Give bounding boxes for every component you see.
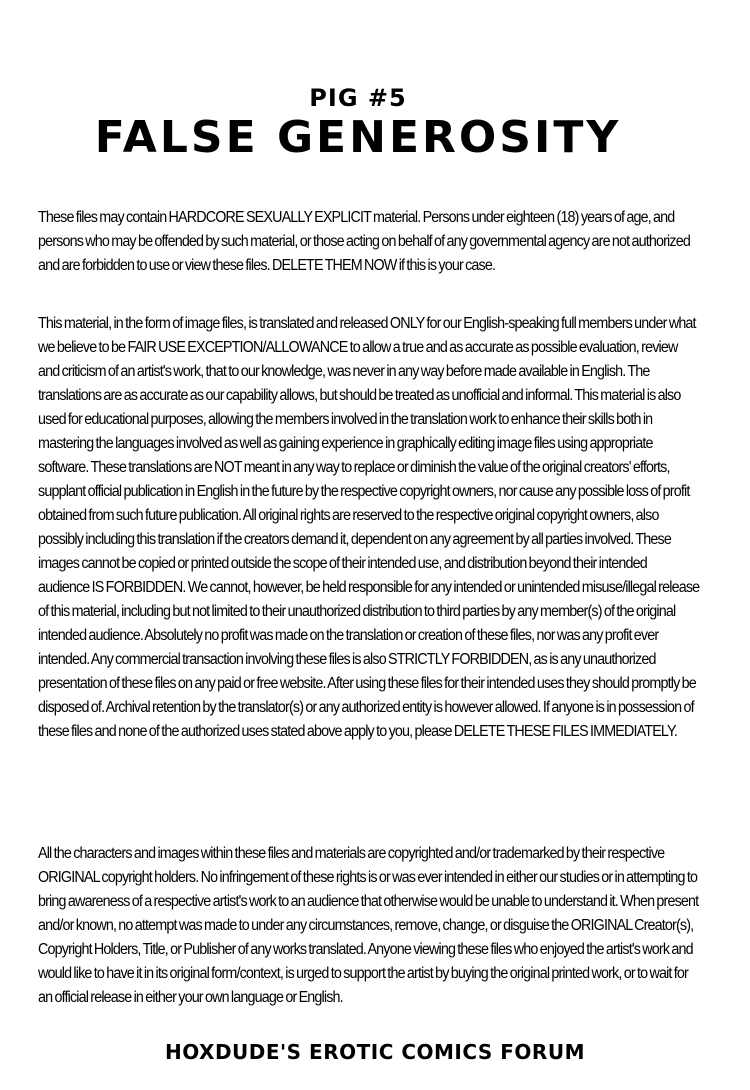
disclaimer-paragraph-3: All the characters and images within these files and materials are copyrighted and/or trademarked by their respective ORIGINAL copyright holders. No infringement of these rights is or was ever intended in either our studies or in attempting to bring awareness of a respective artist's work to an audience that otherwise would be unable to understand it. When present and/or known, no attempt was made to under any circumstances, remove, change, or disguise the ORIGINAL Creator(s), Copyright Holders, Title, or Publisher of any works translated. Anyone viewing these files who enjoyed the artist's work and would like to have it in its original form/context, is urged to support the artist by buying the original printed work, or to wait for an official release in either your own language or English.	[38, 845, 699, 1006]
forum-credit: HOXDUDE'S EROTIC COMICS FORUM	[165, 1040, 585, 1064]
disclaimer-paragraph-2: This material, in the form of image files, is translated and released ONLY for our English-speaking full members under what we believe to be FAIR USE EXCEPTION/ALLOWANCE to allow a true and as accurate as possible evaluation, review and criticism of an artist's work, that to our knowledge, was never in any way before made available in English. The translations are as accurate as our capability allows, but should be treated as unofficial and informal. This material is also used for educational purposes, allowing the members involved in the translation work to enhance their skills both in mastering the languages involved as well as gaining experience in graphically editing image files using appropriate software. These translations are NOT meant in any way to replace or diminish the value of the original creators' efforts, supplant official publication in English in the future by the respective copyright owners, nor cause any possible loss of profit obtained from such future publication. All original rights are reserved to the respective original copyright owners, also possibly including this translation if the creators demand it, dependent on any agreement by all parties involved. These images cannot be copied or printed outside the scope of their intended use, and distribution beyond their intended audience IS FORBIDDEN. We cannot, however, be held responsible for any intended or unintended misuse/illegal release of this material, including but not limited to their unauthorized distribution to third parties by any member(s) of the original intended audience. Absolutely no profit was made on the translation or creation of these files, nor was any profit ever intended. Any commercial transaction involving these files is also STRICTLY FORBIDDEN, as is any unauthorized presentation of these files on any paid or free website. After using these files for their intended uses they should promptly be disposed of. Archival retention by the translator(s) or any authorized entity is however allowed. If anyone is in possession of these files and none of the authorized uses stated above apply to you, please DELETE THESE FILES IMMEDIATELY.	[38, 315, 700, 740]
chapter-number: PIG #5	[309, 84, 407, 112]
disclaimer-paragraph-1: These files may contain HARDCORE SEXUALLY EXPLICIT material. Persons under eighteen (18) years of age, and persons who may be offended by such material, or those acting on behalf of any governmental agency are not authorized and are forbidden to use or view these files. DELETE THEM NOW if this is your case.	[38, 209, 690, 274]
page-title: FALSE GENEROSITY	[94, 112, 622, 163]
